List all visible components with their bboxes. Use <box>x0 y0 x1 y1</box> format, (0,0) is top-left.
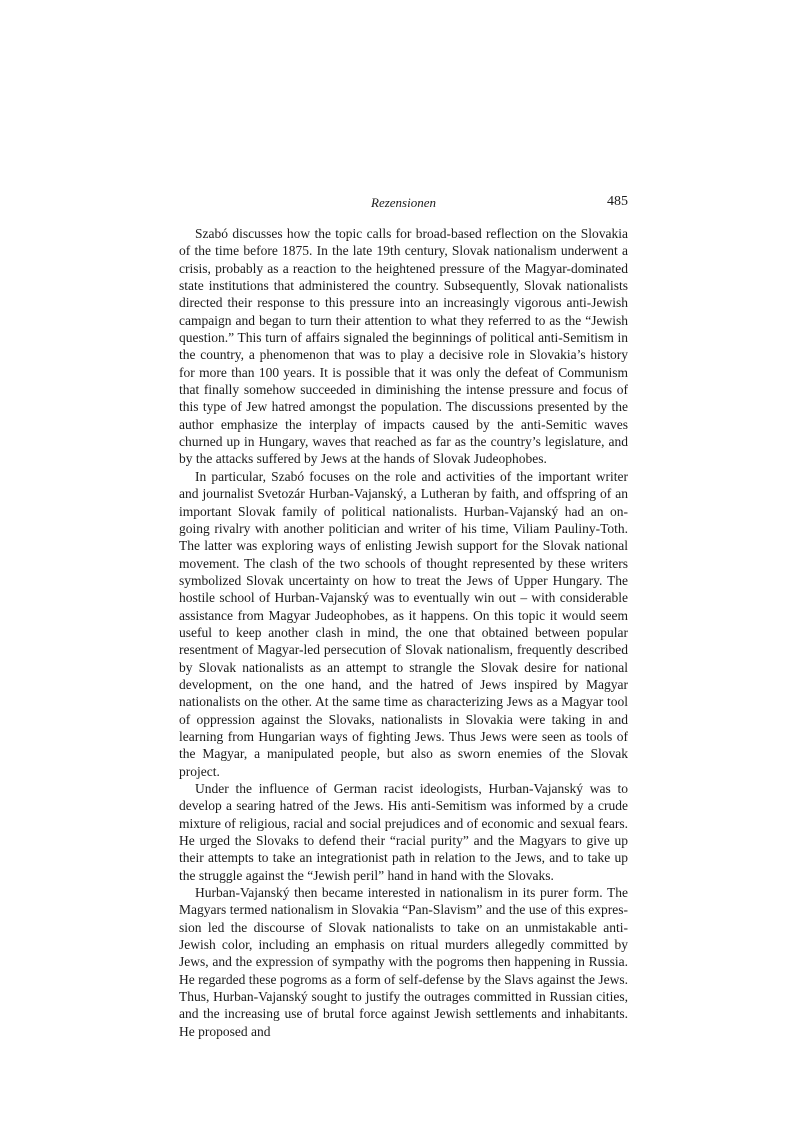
paragraph-1: Szabó discusses how the topic calls for broad-based reflection on the Slovakia of the time before 1875. In the late 19th century, Slovak nationalism underwent a crisis, probably as a reaction to the heightened pressure of the Magyar-dominated state institutions that administered the country. Subsequently, Slovak nationalists directed their response to this pressure into an increasingly vigorous anti-Jewish campaign and began to turn their attention to what they referred to as the “Jewish question.” This turn of affairs signaled the beginnings of political anti-Semitism in the country, a phenomenon that was to play a decisive role in Slovakia’s history for more than 100 years. It is possible that it was only the defeat of Communism that finally somehow succeeded in diminishing the intense pressure and focus of this type of Jew hatred amongst the population. The discussions presented by the author emphasize the interplay of impacts caused by the anti-Semitic waves churned up in Hungary, waves that reached as far as the country’s legislature, and by the attacks suffered by Jews at the hands of Slovak Judeophobes. <box>179 226 628 467</box>
running-head <box>179 195 628 215</box>
body-text <box>179 225 628 1040</box>
page-number: 485 <box>607 194 628 209</box>
paragraph-3: Under the influence of German racist ideologists, Hurban-Vajanský was to develop a searing hatred of the Jews. His anti-Semitism was informed by a crude mixture of religious, racial and social prejudices and of economic and sexual fears. He urged the Slovaks to defend their “racial purity” and the Magyars to give up their attempts to take an integrationist path in relation to the Jews, and to take up the struggle against the “Jewish peril” hand in hand with the Slovaks. <box>179 781 628 883</box>
running-title: Rezensionen <box>371 195 436 210</box>
paragraph-4: Hurban-Vajanský then became interested in nationalism in its purer form. The Magyars termed nationalism in Slovakia “Pan-Slavism” and the use of this expression led the discourse of Slovak nationalists to take on an unmistakable anti-Jewish color, including an emphasis on ritual murders allegedly committed by Jews, and the expression of sympathy with the pogroms then happening in Russia. He regarded these pogroms as a form of self-defense by the Slavs against the Jews. Thus, Hurban-Vajanský sought to justify the outrages committed in Russian cities, and the increasing use of brutal force against Jewish settlements and inhabitants. He proposed and <box>179 885 628 1039</box>
paragraph-2: In particular, Szabó focuses on the role and activities of the important writer and journalist Svetozár Hurban-Vajanský, a Lutheran by faith, and offspring of an important Slovak family of political nationalists. Hurban-Vajanský had an on-going rivalry with another politician and writer of his time, Viliam Pauliny-Toth. The latter was exploring ways of enlisting Jewish support for the Slovak national movement. The clash of the two schools of thought represented by these writers symbolized Slovak uncertainty on how to treat the Jews of Upper Hungary. The hostile school of Hurban-Vajanský was to eventually win out – with considerable assistance from Magyar Judeophobes, as it happens. On this topic it would seem useful to keep another clash in mind, the one that obtained between popular resentment of Magyar-led persecution of Slovak nationalism, frequently described by Slovak nationalists as an attempt to strangle the Slovak desire for national development, on the one hand, and the hatred of Jews inspired by Magyar nationalists on the other. At the same time as characterizing Jews as a Magyar tool of oppression against the Slovaks, nationalists in Slovakia were taking in and learning from Hungarian ways of fighting Jews. Thus Jews were seen as tools of the Magyar, a manipulated people, but also as sworn enemies of the Slovak project. <box>179 468 628 779</box>
